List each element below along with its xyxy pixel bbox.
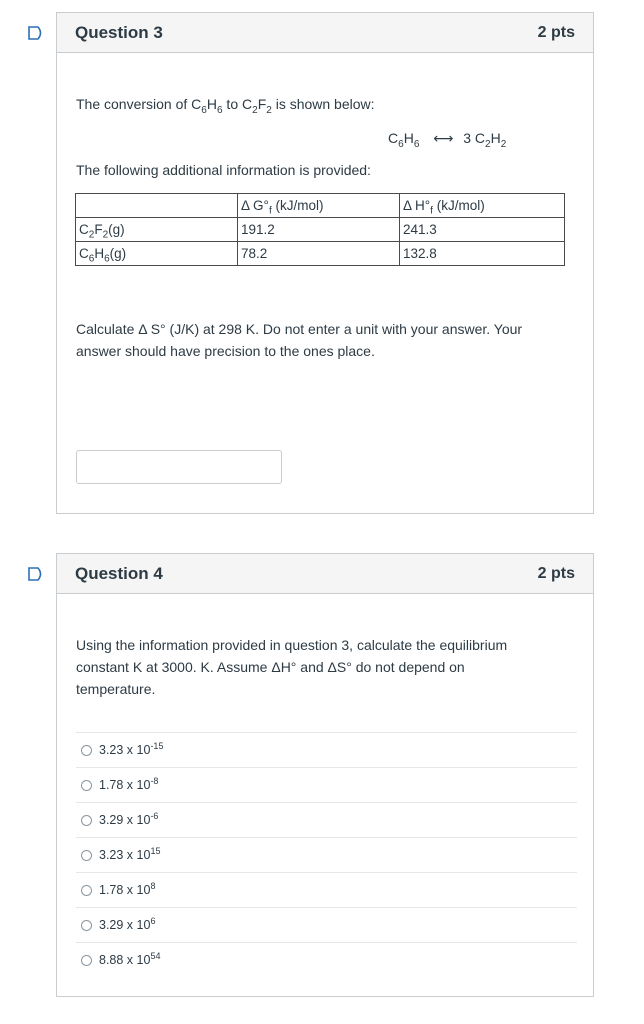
answer-option[interactable]	[76, 942, 577, 977]
radio-button[interactable]	[81, 920, 92, 931]
answer-option[interactable]	[76, 907, 577, 942]
radio-button[interactable]	[81, 885, 92, 896]
thermo-data-table	[75, 193, 565, 266]
radio-button[interactable]	[81, 955, 92, 966]
value-h-c6h6: 132.8	[400, 242, 565, 266]
header-delta-g: Δ $G^\circ_f$ (kJ/mol)	[238, 194, 400, 218]
flag-question-icon[interactable]	[28, 26, 44, 40]
answer-option-label: 8.88 x $10^{54}$	[99, 950, 161, 967]
value-g-c2f2: 191.2	[238, 218, 400, 242]
question-4-title: Question 4	[75, 563, 163, 583]
answer-option[interactable]	[76, 837, 577, 872]
header-delta-h: Δ $H^\circ_f$ (kJ/mol)	[400, 194, 565, 218]
answer-option[interactable]	[76, 802, 577, 837]
answer-option-label: 3.29 x $10^{-6}$	[99, 810, 159, 827]
question-4-header	[57, 554, 593, 594]
table-row	[76, 242, 565, 266]
answer-input[interactable]	[76, 450, 282, 484]
additional-info-text: The following additional information is provided:	[76, 162, 371, 178]
compound-c6h6: $C_6H_6(g)$	[76, 242, 238, 266]
flag-question-icon[interactable]	[28, 567, 44, 581]
answer-option-label: 3.29 x $10^6$	[99, 915, 156, 932]
radio-button[interactable]	[81, 850, 92, 861]
radio-button[interactable]	[81, 745, 92, 756]
question-4-points: 2 pts	[537, 564, 575, 582]
table-header-row	[76, 194, 565, 218]
answer-option[interactable]	[76, 732, 577, 767]
question-3-prompt: Calculate Δ S° (J/K) at 298 K. Do not enter a unit with your answer. Your answer should have precision to the ones place.	[76, 321, 523, 359]
answer-option-label: 1.78 x $10^8$	[99, 880, 156, 897]
answer-option[interactable]	[76, 872, 577, 907]
answer-option-label: 1.78 x $10^{-8}$	[99, 775, 159, 792]
question-3-title: Question 3	[75, 22, 163, 42]
answer-option[interactable]	[76, 767, 577, 802]
equilibrium-arrow: ⟷	[433, 130, 454, 146]
reaction-equation: $C_6H_6$ ⟷ 3 $C_2H_2$	[388, 130, 507, 150]
value-h-c2f2: 241.3	[400, 218, 565, 242]
table-row	[76, 218, 565, 242]
answer-option-label: 3.23 x $10^{15}$	[99, 845, 161, 862]
radio-button[interactable]	[81, 780, 92, 791]
question-3-header	[57, 13, 593, 53]
radio-button[interactable]	[81, 815, 92, 826]
answer-option-label: 3.23 x $10^{-15}$	[99, 740, 164, 757]
question-3-intro: The conversion of $C_6H_6$ to $C_2F_2$ is shown below:	[76, 96, 375, 116]
question-4-prompt: Using the information provided in question 3, calculate the equilibrium constant K at 3000. K. Assume ΔH° and ΔS° do not depend on temperature.	[76, 637, 508, 697]
question-3-points: 2 pts	[537, 23, 575, 41]
compound-c2f2: $C_2F_2(g)$	[76, 218, 238, 242]
value-g-c6h6: 78.2	[238, 242, 400, 266]
